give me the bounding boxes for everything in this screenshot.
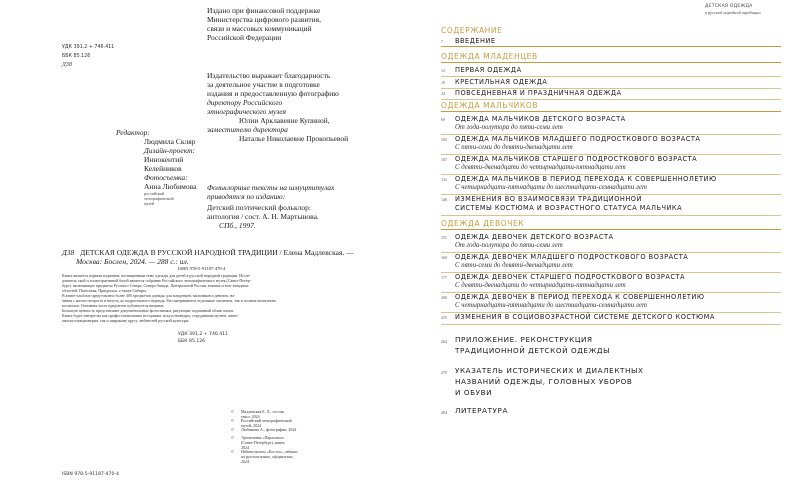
classification-bottom <box>178 331 228 345</box>
copyright-symbol: © <box>231 409 235 414</box>
deputy-name: Наталье Николаевне Прокопьевой <box>239 134 349 143</box>
copyright-symbol: © <box>231 435 235 440</box>
toc-page-number: 19 <box>441 80 445 85</box>
toc-entry[interactable] <box>441 88 781 100</box>
isbn-mid: ISBN 978-5-91187-470-4 <box>178 266 226 271</box>
toc-entry[interactable] <box>441 272 781 293</box>
section-heading-girls: ОДЕЖДА ДЕВОЧЕК <box>441 219 781 230</box>
toc-entry[interactable] <box>441 154 781 175</box>
toc-entry[interactable] <box>441 65 781 77</box>
folklore-note <box>207 183 397 230</box>
bib-imprint: Москва: Бослен, 2024. — 288 с.: ил. <box>76 257 189 266</box>
toc-entry-title: ОДЕЖДА ДЕВОЧЕК ДЕТСКОГО ВОЗРАСТА <box>455 233 614 241</box>
toc-page-number: 132 <box>441 177 447 182</box>
toc-page-number: 264 <box>441 339 447 344</box>
folklore-source-line: антология / сост. А. Н. Мартынова. <box>207 212 319 221</box>
toc-page-number: 284 <box>441 410 447 415</box>
gratitude-line: за деятельное участие в подготовке <box>207 80 320 89</box>
running-header-subtitle: в русской народной традиции <box>705 9 761 15</box>
running-header-title: ДЕТСКАЯ ОДЕЖДА <box>705 4 753 9</box>
toc-entry-title <box>455 365 644 398</box>
photo-note-line: этнографический <box>144 196 174 201</box>
isbn-bottom: ISBN 978-5-91187-470-4 <box>62 472 119 477</box>
toc-entry-title-line: ТРАДИЦИОННОЙ ДЕТСКОЙ ОДЕЖДЫ <box>455 346 611 355</box>
annotation-line: бург), включающее предметы Русского Севера, Северо-Запада, Центральной России, южных и юго-западных <box>62 283 249 288</box>
toc-entry-title-line: НАЗВАНИЙ ОДЕЖДЫ, ГОЛОВНЫХ УБОРОВ <box>455 377 633 386</box>
toc-entry-subtitle: От года-полутора до пяти-семи лет <box>455 124 563 131</box>
bibliographic-record <box>62 248 362 266</box>
annotation-line: дователь ской и иллюстративной базой является собрание Российского этнографического музея (Санкт-Петер- <box>62 278 251 283</box>
folklore-note-line: Фольклорные тексты на шмуцтитулах <box>207 183 335 192</box>
annotation <box>62 273 362 323</box>
director-role: директору Российского <box>207 98 283 107</box>
funding-line: Российской Федерации <box>207 33 282 42</box>
folklore-source-line: Детский поэтический фольклор: <box>207 203 311 212</box>
photo-note <box>62 191 202 206</box>
toc-page-number: 146 <box>441 197 447 202</box>
toc-page-number: 102 <box>441 137 447 142</box>
credits <box>62 128 202 206</box>
toc-entry-title: ПОВСЕДНЕВНАЯ И ПРАЗДНИЧНАЯ ОДЕЖДА <box>455 89 622 97</box>
funding-note <box>207 6 387 42</box>
photo-note-line: российский <box>144 191 164 196</box>
toc-entry-subtitle: С пяти-семи до девяти-двенадцати лет <box>455 262 573 269</box>
toc-entry-subtitle: С четырнадцати-пятнадцати до шестнадцати-семнадцати лет <box>455 184 647 191</box>
gratitude-line: издания и предоставленную фотографию <box>207 89 339 98</box>
toc-entry-title-line: ПРИЛОЖЕНИЕ. РЕКОНСТРУКЦИЯ <box>455 335 593 344</box>
toc-page-number: 160 <box>441 255 447 260</box>
toc-entry[interactable] <box>441 174 781 195</box>
toc-entry-title-line: УКАЗАТЕЛЬ ИСТОРИЧЕСКИХ И ДИАЛЕКТНЫХ <box>455 366 644 375</box>
gratitude-block <box>207 71 397 143</box>
folklore-source-line: СПб., 1997. <box>219 221 256 230</box>
toc-entry-subtitle: От года-полутора до пяти-семи лет <box>455 242 563 249</box>
toc-page-number: 107 <box>441 157 447 162</box>
toc-page-number: 279 <box>441 370 447 375</box>
annotation-line: костюмов. Основная часть предметов публикуется впервые. <box>62 303 165 308</box>
toc-page-number: 177 <box>441 275 447 280</box>
funding-line: Издано при финансовой поддержке <box>207 6 321 15</box>
toc-entry-subtitle: С пяти-семи до девяти-двенадцати лет <box>455 144 573 151</box>
toc-entry-subtitle: С девяти-двенадцати до четырнадцати-пятнадцати лет <box>455 164 626 171</box>
copyright-symbol: © <box>231 418 235 423</box>
toc-entry-title: ИЗМЕНЕНИЯ ВО ВЗАИМОСВЯЗИ ТРАДИЦИОННОЙ <box>455 195 642 203</box>
toc-entry[interactable] <box>441 114 781 135</box>
udk-code: УДК 391.2 + 746.411 <box>178 332 229 337</box>
copyright-text: Российский этнографический музей, 2024 <box>241 418 292 428</box>
gratitude-line: Издательство выражает благодарность <box>207 71 331 80</box>
design-label: Дизайн-проект: <box>144 146 196 155</box>
toc-entry[interactable] <box>441 252 781 273</box>
copyright-text: Любимова А., фотографии, 2024 <box>241 427 297 432</box>
annotation-line: Книга является первым изданием, посвященным теме одежды для детей в русской народной традиции. Иссле- <box>62 273 251 278</box>
copyright-text: Мадлевская Е. Л., состав, текст, 2024 <box>241 409 285 419</box>
toc-page-number: 69 <box>441 117 445 122</box>
director-name: Юлии Арклавевне Купиной, <box>239 116 330 125</box>
design-name: Иннокентий Келейников <box>144 155 184 173</box>
funding-line: Министерства цифрового развития, <box>207 15 322 24</box>
annotation-line: чиная с малого возраста и вплоть до подросткового периода. Рассматриваются отдельные элементы, так и полные комплекты <box>62 298 276 303</box>
toc-page-number: 24 <box>441 91 445 96</box>
toc-entry-title: ПЕРВАЯ ОДЕЖДА <box>455 66 522 74</box>
toc-entry-title <box>455 334 610 356</box>
director-role: этнографического музея <box>207 107 287 116</box>
annotation-line: Книга будет интересна как профессиональным историкам, искусствоведам, сотрудникам музеев, анато- <box>62 313 239 318</box>
folklore-note-line: приводятся по изданию: <box>207 192 286 201</box>
editor-label: Редактор: <box>116 128 150 137</box>
toc-entry-title-continued: СИСТЕМЫ КОСТЮМА И ВОЗРАСТНОГО СТАТУСА МАЛЬЧИКА <box>455 204 683 212</box>
deputy-role: заместителю директора <box>207 125 288 134</box>
toc-entry-title: ОДЕЖДА МАЛЬЧИКОВ ДЕТСКОГО ВОЗРАСТА <box>455 115 626 123</box>
photo-note-line: музей <box>144 201 155 206</box>
editor-name: Людмила Скляр <box>144 137 196 146</box>
toc-entry-title-line: И ОБУВИ <box>455 388 493 397</box>
toc-entry-title: ОДЕЖДА ДЕВОЧЕК МЛАДШЕГО ПОДРОСТКОВОГО ВОЗРАСТА <box>455 253 689 261</box>
copyright-block <box>231 409 321 464</box>
contents-heading: СОДЕРЖАНИЕ <box>441 26 503 35</box>
toc-page-number: 200 <box>441 295 447 300</box>
bib-title: ДЕТСКАЯ ОДЕЖДА В РУССКОЙ НАРОДНОЙ ТРАДИЦИИ / Елена Мадлевская. — <box>80 248 354 257</box>
toc-entry[interactable] <box>441 232 781 253</box>
copyright-text: Издательство «Бослен», издание на русском языке, оформление, 2024 <box>241 449 298 464</box>
funding-line: связи и массовых коммуникаций <box>207 24 312 33</box>
section-heading-infants: ОДЕЖДА МЛАДЕНЦЕВ <box>441 52 781 63</box>
author-mark: Д38 <box>62 62 72 68</box>
toc-entry[interactable] <box>441 194 781 216</box>
bbk-code: ББК 85.126 <box>178 339 206 344</box>
bbk-code: ББК 85.126 <box>62 53 91 59</box>
toc-page-number: 12 <box>441 68 445 73</box>
toc-entry-title: ВВЕДЕНИЕ <box>455 37 496 45</box>
toc-entry-subtitle: С девяти-двенадцати до четырнадцати-пятнадцати лет <box>455 282 626 289</box>
udk-code: УДК 391.2 + 746.411 <box>62 45 115 50</box>
toc-entry[interactable] <box>441 134 781 155</box>
annotation-line: Большую ценность представляют документальные фотоснимки, рисующие подлинный облик эпохи. <box>62 308 234 313</box>
toc-entry-title: ОДЕЖДА МАЛЬЧИКОВ В ПЕРИОД ПЕРЕХОДА К СОВЕРШЕННОЛЕТИЮ <box>455 175 717 183</box>
annotation-line: мам-коллекционерам, так и широкому кругу любителей русской культуры. <box>62 318 190 323</box>
toc-entry-subtitle: С четырнадцати-пятнадцати до шестнадцати-семнадцати лет <box>455 302 647 309</box>
toc-entry-title: ОДЕЖДА ДЕВОЧЕК В ПЕРИОД ПЕРЕХОДА К СОВЕРШЕННОЛЕТИЮ <box>455 293 705 301</box>
toc-entry-title: ИЗМЕНЕНИЯ В СОЦИОВОЗРАСТНОЙ СИСТЕМЕ ДЕТСКОГО КОСТЮМА <box>455 313 715 321</box>
bib-code: Д38 <box>62 248 75 257</box>
photo-name: Анна Любимова <box>144 182 197 191</box>
annotation-line: областей, Поволжья, Приуралья, а также Сибири. <box>62 288 147 293</box>
toc-entry-intro[interactable] <box>441 36 781 47</box>
section-heading-boys: ОДЕЖДА МАЛЬЧИКОВ <box>441 101 781 112</box>
toc-entry-title: ОДЕЖДА МАЛЬЧИКОВ МЛАДШЕГО ПОДРОСТКОВОГО ВОЗРАСТА <box>455 135 701 143</box>
copyright-symbol: © <box>231 449 235 454</box>
annotation-line: В книге-альбоме представлено более 300 предметов одежды для младенцев, мальчиков и девочек, на- <box>62 293 236 298</box>
toc-page-number: 235 <box>441 315 447 320</box>
copyright-symbol: © <box>231 427 235 432</box>
toc-entry-title: КРЕСТИЛЬНАЯ ОДЕЖДА <box>455 78 548 86</box>
classification-top <box>62 44 114 70</box>
toc-page-number: 7 <box>441 39 443 44</box>
copyright-text: Эргономика «Паралакса» (Санкт-Петербург), макет, 2024 <box>241 435 286 450</box>
toc-entry-title: ОДЕЖДА ДЕВОЧЕК СТАРШЕГО ПОДРОСТКОВОГО ВОЗРАСТА <box>455 273 686 281</box>
photo-label: Фотосъемка: <box>144 173 188 182</box>
toc-entry-title: ЛИТЕРАТУРА <box>455 406 508 415</box>
running-header <box>705 4 761 15</box>
toc-entry[interactable] <box>441 312 781 325</box>
toc-entry-title: ОДЕЖДА МАЛЬЧИКОВ СТАРШЕГО ПОДРОСТКОВОГО ВОЗРАСТА <box>455 155 698 163</box>
toc-page-number: 151 <box>441 235 447 240</box>
toc-entry[interactable] <box>441 292 781 313</box>
